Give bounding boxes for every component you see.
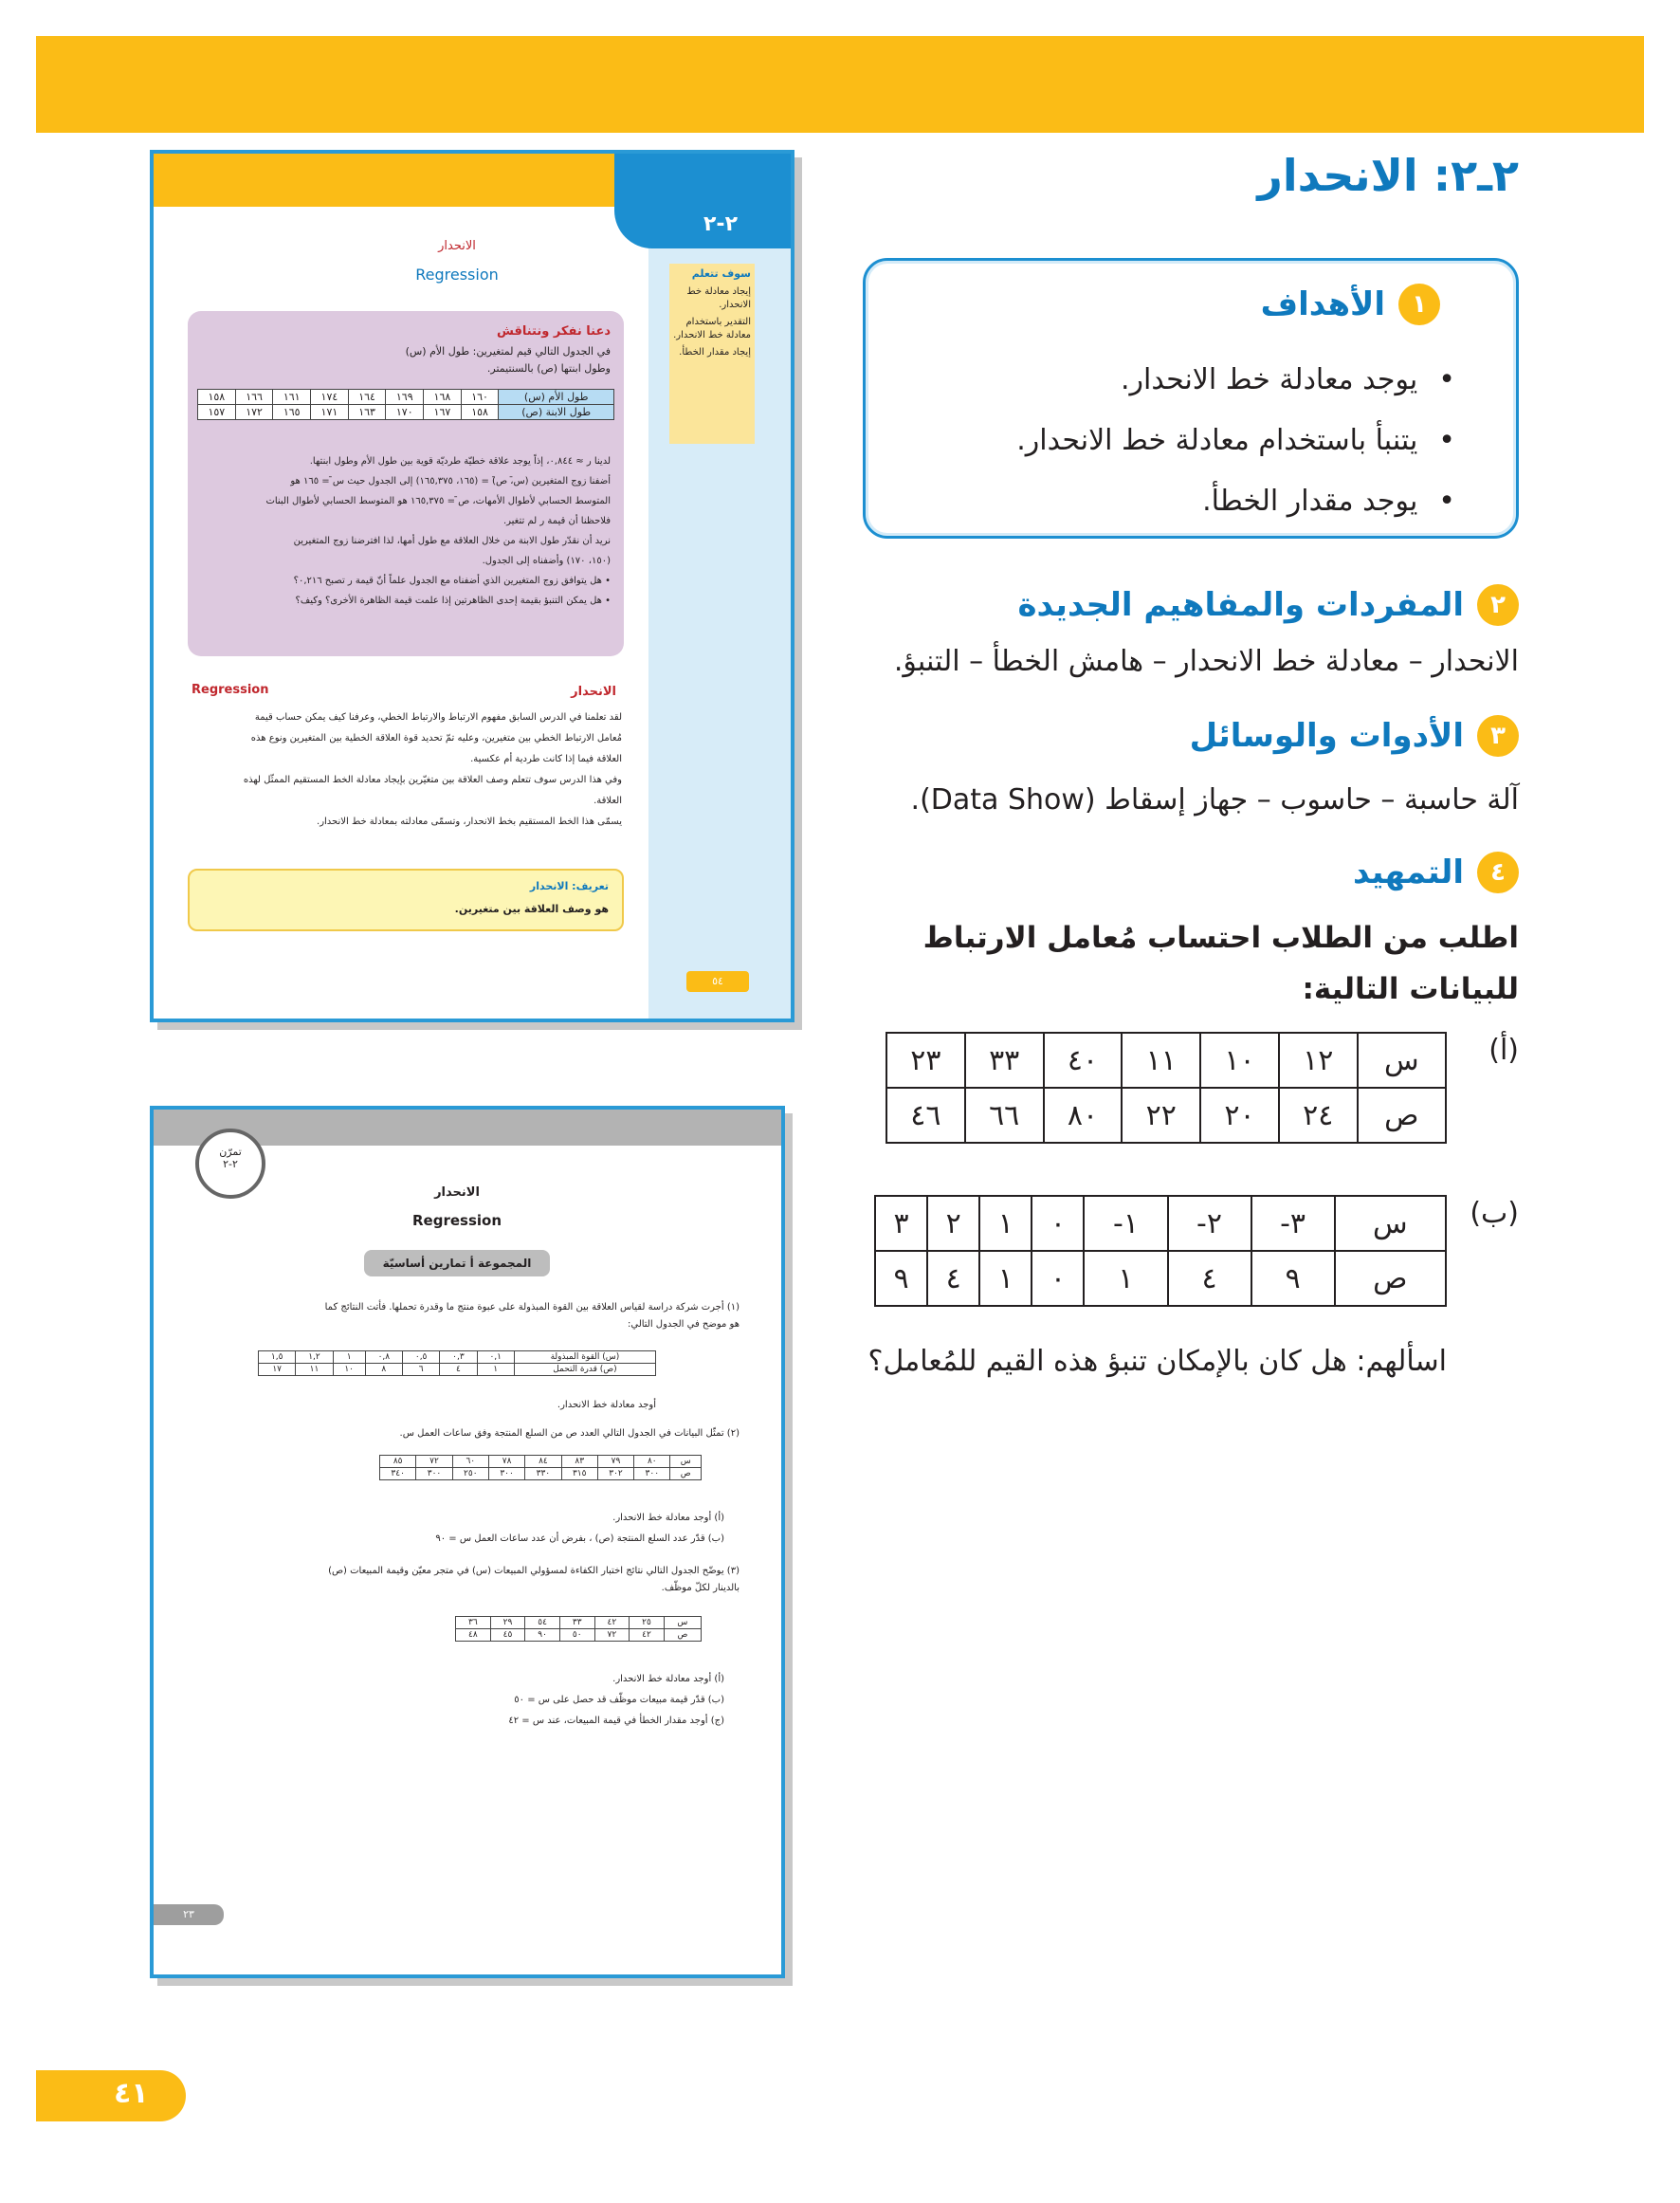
table-cell: ٥٠ [559,1629,594,1642]
thumb1-title-ar: الانحدار [438,239,476,253]
table-cell: ١,٥ [259,1351,296,1364]
table-cell: ٨٤ [525,1456,561,1468]
table-cell: (س) القوة المبذولة [514,1351,655,1364]
table-cell: (ص) قدرة التحمل [514,1364,655,1376]
thumb2-ex1-question: أوجد معادلة خط الانحدار. [557,1400,656,1410]
thumb1-sidebar-head: سوف تتعلم [691,267,751,280]
table-cell: ٢٤ [1279,1088,1358,1143]
table-b [874,1195,1447,1307]
table-cell: ١٧٢ [235,405,273,420]
thumb1-think-line: في الجدول التالي قيم لمتغيرين: طول الأم (س) [405,345,611,358]
table-cell: ٢٥٠ [452,1468,488,1480]
top-banner [36,36,1644,133]
text-line: (أ) أوجد معادلة خط الانحدار. [612,1513,724,1523]
thumb2-title-en: Regression [411,1212,502,1229]
text-line: هو موضح في الجدول التالي: [627,1319,740,1330]
table-cell: ١٦٦ [235,390,273,405]
table-cell: ٤٨ [456,1629,491,1642]
thumb1-def-text: هو وصف العلاقة بين متغيرين. [454,903,609,915]
table-a-label: (أ) [1488,1034,1519,1067]
table-cell: ١٧٤ [311,390,349,405]
vocab-title: المفردات والمفاهيم الجديدة [1017,586,1464,624]
table-cell: ١٠ [1200,1033,1279,1088]
table-cell: ١ [477,1364,514,1376]
table-cell: ٣٠٢ [597,1468,633,1480]
text-line: نريد أن نقدّر طول الابنة من خلال العلاقة مع طول أمها، لذا افترضنا زوج المتغيرين [293,536,611,546]
table-cell: س [1335,1196,1446,1251]
table-cell: ١٥٨ [461,405,499,420]
table-cell: ٧٢ [416,1456,452,1468]
table-cell: ٣٠٠ [488,1468,524,1480]
thumb2-badge-bottom: ٢-٢ [223,1158,238,1170]
table-cell: ٧٩ [597,1456,633,1468]
thumb1-sidebar-item: إيجاد مقدار الخطأ. [679,347,751,358]
table-cell: ٣ [875,1196,927,1251]
thumb2-page-number: ٢٣ [154,1904,224,1925]
table-cell: ١١ [296,1364,333,1376]
table-cell: س [1358,1033,1446,1088]
text-line: لدينا ر ≈ ٠,٨٤٤، إذاً يوجد علاقة خطيّة طرديّة قوية بين طول الأم وطول ابنتها. [309,456,611,467]
thumb1-title-en: Regression [415,266,499,284]
table-cell: ٠,٣ [440,1351,477,1364]
thumb1-sidebar-item: التقدير باستخدام معادلة خط الانحدار. [673,317,751,340]
footer-page-tab [36,2070,186,2121]
table-cell: ٣- [1251,1196,1335,1251]
table-cell: ٤ [1168,1251,1251,1306]
text-line: • هل يتوافق زوج المتغيرين الذي أضفناه مع الجدول علماً أنّ قيمة ر تصبح ٠,٢١٦؟ [293,576,611,586]
table-cell: ١٦٩ [386,390,424,405]
table-cell: ٤٠ [1044,1033,1123,1088]
thumb2-ex2-text: (٢) تمثّل البيانات في الجدول التالي العدد ص من السلع المنتجة وفق ساعات العمل س. [399,1428,740,1439]
intro-text: اطلب من الطلاب احتساب مُعامل الارتباط للبيانات التالية: [922,921,1519,1006]
table-a [886,1032,1447,1144]
table-cell: طول الأم (س) [499,390,614,405]
table-cell: ٦٠ [452,1456,488,1468]
table-cell: ص [1358,1088,1446,1143]
vocab-number: ٢ [1477,584,1519,626]
table-cell: ٣٤٠ [380,1468,416,1480]
table-cell: ٤ [927,1251,979,1306]
table-cell: طول الابنة (ص) [499,405,614,420]
thumb2-badge-top: تمرّن [219,1146,242,1158]
thumb1-definition-box [188,869,624,931]
table-cell: ص [670,1468,702,1480]
table-cell: ٢٩ [490,1617,525,1629]
table-cell: ١ [979,1251,1032,1306]
table-cell: ٣٣٠ [525,1468,561,1480]
table-cell: ٧٨ [488,1456,524,1468]
table-cell: ٦٦ [965,1088,1044,1143]
table-cell: ٢٥ [630,1617,665,1629]
thumb2-ex1-text [325,1299,740,1333]
goals-number: ١ [1398,284,1440,325]
thumb2-ex3-table [455,1616,702,1642]
table-cell: ٣٠٠ [416,1468,452,1480]
table-cell: ١ [333,1351,365,1364]
vocab-heading [1017,584,1519,626]
table-cell: ١٦٥ [273,405,311,420]
table-cell: ١٦٣ [348,405,386,420]
table-cell: ٩٠ [525,1629,560,1642]
table-cell: ٤٢ [630,1629,665,1642]
tools-text: آلة حاسبة – حاسوب – جهاز إسقاط (Data Show). [910,783,1519,817]
text-line: بالدينار لكلّ موظّف. [661,1583,740,1593]
table-cell: ١- [1084,1196,1167,1251]
text-line: يسمّى هذا الخط المستقيم بخط الانحدار، وتسمّى معادلته بمعادلة خط الانحدار. [317,817,622,827]
student-page-thumbnail [150,150,794,1022]
tools-heading [1190,715,1519,757]
table-cell: ٨٠ [634,1456,670,1468]
table-cell: ٠,٥ [402,1351,439,1364]
table-cell: ١٥٧ [198,405,236,420]
table-cell: ١,٢ [296,1351,333,1364]
tools-number: ٣ [1477,715,1519,757]
table-cell: ٨٣ [561,1456,597,1468]
table-cell: ٣٣ [965,1033,1044,1088]
thumb1-think-line: وطول ابنتها (ص) بالسنتيمتر. [486,362,611,375]
table-cell: ١٦٠ [461,390,499,405]
text-line: (ج) أوجد مقدار الخطأ في قيمة المبيعات، عند س = ٤٢ [508,1716,724,1726]
table-cell: ٢- [1168,1196,1251,1251]
table-cell: س [664,1617,701,1629]
thumb1-sidebar-box [669,264,755,444]
thumb1-page-number: ٥٤ [686,971,749,992]
table-cell: ٠ [1032,1251,1084,1306]
table-cell: ٤ [440,1364,477,1376]
table-cell: ٢٣ [886,1033,965,1088]
table-cell: ١٧ [259,1364,296,1376]
text-line: (٣) يوضّح الجدول التالي نتائج اختبار الكفاءة لمسؤولي المبيعات (س) في متجر معيّن وقيمة المبيعات (ص) [328,1566,740,1576]
text-line: مُعامل الارتباط الخطي بين متغيرين، وعليه تمّ تحديد قوة العلاقة الخطية بين المتغيرين ونوع هذه [250,733,622,744]
intro-title: التمهيد [1352,854,1464,891]
text-line: أضفنا زوج المتغيرين (س̄، ص̄) = (١٦٥، ١٦٥,٣٧٥) إلى الجدول حيث س̄ = ١٦٥ هو [290,476,611,486]
table-cell: ٦ [402,1364,439,1376]
table-cell: ٠ [1032,1196,1084,1251]
table-cell: ١٦٨ [424,390,462,405]
table-cell: ٣٦ [456,1617,491,1629]
text-line: فلاحظنا أن قيمة ر لم تتغير. [502,516,611,526]
intro-number: ٤ [1477,852,1519,893]
table-cell: ٧٢ [594,1629,630,1642]
table-cell: ١ [979,1196,1032,1251]
goal-item: • يوجد معادلة خط الانحدار. [1016,350,1455,411]
table-cell: ١٠ [333,1364,365,1376]
table-cell: ١٧٠ [386,405,424,420]
table-cell: ٣٣ [559,1617,594,1629]
table-cell: ١٦١ [273,390,311,405]
thumb1-paragraph [265,451,611,611]
table-cell: ٩ [1251,1251,1335,1306]
text-line: (١٥٠، ١٧٠) وأضفناه إلى الجدول. [482,556,611,566]
vocab-text: الانحدار – معادلة خط الانحدار – هامش الخطأ – التنبؤ. [893,645,1519,678]
goals-box [863,258,1519,539]
table-b-label: (ب) [1470,1197,1519,1230]
thumb2-ex2-questions [435,1508,724,1550]
table-cell: ١٧١ [311,405,349,420]
table-cell: ص [664,1629,701,1642]
thumb2-group-label: المجموعة أ تمارين أساسيّة [364,1250,550,1276]
table-cell: س [670,1456,702,1468]
table-cell: ٤٢ [594,1617,630,1629]
thumb2-ex3-questions [508,1669,724,1732]
thumb1-body [244,707,622,833]
table-cell: ١١ [1122,1033,1200,1088]
thumb1-table [197,389,614,420]
table-cell: ٨٥ [380,1456,416,1468]
goals-list [1016,350,1455,532]
goal-item: • يتنبأ باستخدام معادلة خط الانحدار. [1016,411,1455,471]
table-cell: ٢٠ [1200,1088,1279,1143]
text-line: (ب) قدّر قيمة مبيعات موظّف قد حصل على س = ٥٠ [514,1695,724,1705]
text-line: لقد تعلمنا في الدرس السابق مفهوم الارتباط والارتباط الخطي، وعرفنا كيف يمكن حساب قيمة [254,712,622,723]
thumb1-badge: ٢-٢ [703,212,738,236]
text-line: (أ) أوجد معادلة خط الانحدار. [612,1674,724,1684]
text-line: وفي هذا الدرس سوف تتعلم وصف العلاقة بين متغيّرين بإيجاد معادلة الخط المستقيم الممثّل لهذه [243,775,622,785]
thumb1-think-box [188,311,624,656]
table-cell: ١٦٤ [348,390,386,405]
table-cell: ٥٤ [525,1617,560,1629]
table-cell: ٠,٨ [365,1351,402,1364]
goals-title: الأهداف [1260,285,1385,323]
text-line: العلاقة. [593,796,622,806]
table-cell: ٢٢ [1122,1088,1200,1143]
practice-page-thumbnail [150,1106,785,1978]
text-line: العلاقة فيما إذا كانت طردية أم عكسية. [470,754,622,764]
table-cell: ١٦٧ [424,405,462,420]
lesson-title: ٢ـ٢: الانحدار [1257,150,1519,201]
thumb2-ex3-text [328,1563,740,1597]
table-cell: ٨٠ [1044,1088,1123,1143]
table-cell: ٢ [927,1196,979,1251]
tools-title: الأدوات والوسائل [1189,717,1464,755]
goals-heading [1261,284,1440,325]
table-cell: ٤٥ [490,1629,525,1642]
thumb1-def-head: تعريف: الانحدار [529,880,609,892]
thumb1-sidebar-item: إيجاد معادلة خط الانحدار. [686,286,751,310]
table-cell: ٨ [365,1364,402,1376]
text-line: (ب) قدّر عدد السلع المنتجة (ص) ، بفرض أن عدد ساعات العمل س = ٩٠ [435,1533,724,1544]
thumb2-badge [195,1129,265,1199]
table-cell: ٣١٥ [561,1468,597,1480]
thumb1-subhead-en: Regression [192,683,269,697]
table-cell: ٣٠٠ [634,1468,670,1480]
text-line: (١) أجرت شركة دراسة لقياس العلاقة بين القوة المبذولة على عبوة منتج ما وقدرة تحملها. فأتت النتائج كما [324,1302,740,1313]
table-cell: ص [1335,1251,1446,1306]
text-line: المتوسط الحسابي لأطوال الأمهات، ص̄ = ١٦٥,٣٧٥ هو المتوسط الحسابي لأطوال البنات [265,496,611,506]
intro-heading [1353,852,1519,893]
goal-item: • يوجد مقدار الخطأ. [1016,471,1455,532]
thumb2-ex1-table [258,1350,656,1376]
table-cell: ١ [1084,1251,1167,1306]
thumb1-subhead-ar: الانحدار [571,685,616,699]
text-line: • هل يمكن التنبؤ بقيمة إحدى الظاهرتين إذا علمت قيمة الظاهرة الأخرى؟ وكيف؟ [295,596,611,606]
table-cell: ٤٦ [886,1088,965,1143]
intro-question: اسألهم: هل كان بالإمكان تنبؤ هذه القيم للمُعامل؟ [867,1345,1447,1378]
table-cell: ١٢ [1279,1033,1358,1088]
thumb2-title-ar: الانحدار [434,1185,480,1200]
footer-page-number: ٤١ [114,2077,149,2110]
thumb1-think-head: دعنا نفكر ونتناقش [496,324,611,339]
table-cell: ٠,١ [477,1351,514,1364]
table-cell: ١٥٨ [198,390,236,405]
thumb2-ex2-table [379,1455,702,1480]
table-cell: ٩ [875,1251,927,1306]
